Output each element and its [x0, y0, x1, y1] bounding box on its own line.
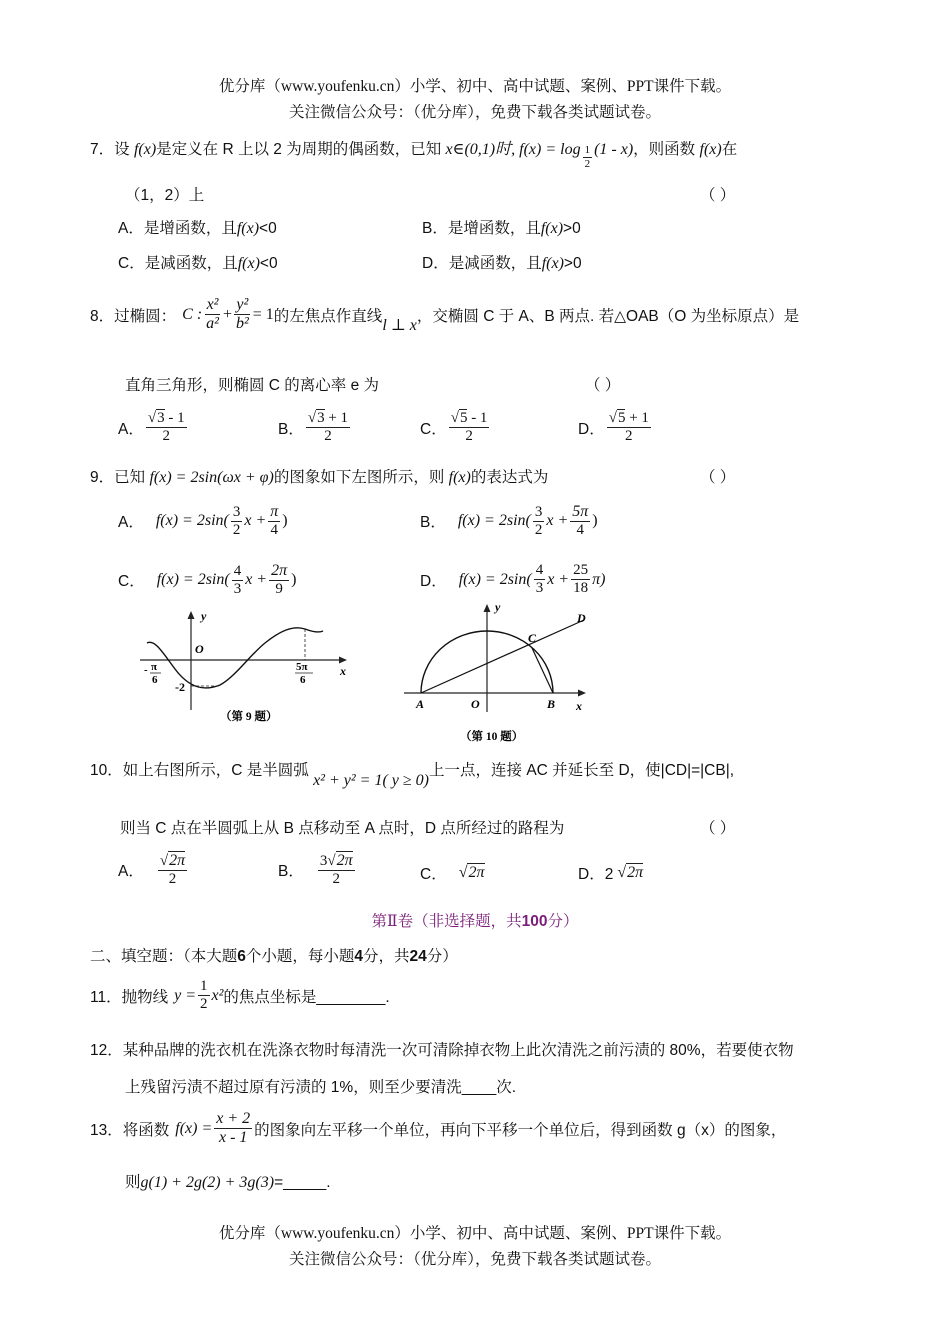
q11-frac: $\frac{1}{2}$ — [200, 978, 208, 1013]
q9-option-a[interactable]: A． f(x) = 2sin( $\frac{3}{2}$ x + $\frac{\pi}{4}$ ) — [118, 503, 288, 539]
q8-text-3: ，交椭圆 C 于 A、B 两点. 若△OAB（O 为坐标原点）是 — [416, 307, 800, 325]
section-2-title: 第Ⅱ卷（非选择题，共100分） — [371, 913, 579, 930]
fig9-neg-sign: - — [144, 664, 148, 676]
q7-fx: f(x) — [133, 141, 157, 159]
fig9-right-tick-den: 6 — [300, 674, 306, 686]
q10-answer-paren: （ ） — [700, 820, 736, 837]
fig10-o-label: O — [471, 697, 480, 711]
q8-ellipse-name: C : — [182, 305, 203, 323]
q7-stem — [90, 130, 737, 170]
fig10-line-cb — [532, 648, 553, 693]
q7-log-base: $\frac{1}{2}$ — [584, 144, 591, 170]
q9-option-b[interactable]: B． f(x) = 2sin( $\frac{3}{2}$ x + $\frac{5\pi}{4}$ ) — [420, 503, 598, 539]
q10-option-d[interactable]: D．2 √2π — [578, 864, 644, 883]
q10-text: 如上右图所示，C 是半圆弧 — [122, 762, 309, 779]
q13-text: 将函数 — [122, 1121, 170, 1139]
q11-y: y = — [174, 986, 197, 1004]
q8-text-2: 的左焦点作直线 — [273, 307, 383, 325]
q13-fx: f(x) = — [175, 1119, 213, 1137]
fig10-y-arrow — [484, 604, 491, 612]
q10-equation: x² + y² = 1( y ≥ 0) — [313, 772, 430, 789]
q8-answer-paren: （ ） — [585, 377, 621, 394]
header-line-1: 优分库（www.youfenku.cn）小学、初中、高中试题、案例、PPT课件下载。 — [218, 78, 732, 95]
fig10-x-label: x — [576, 699, 582, 713]
q8-text: 过椭圆： — [114, 307, 177, 325]
fill-blank-section-header: 二、填空题：（本大题6个小题，每小题4分，共24分） — [90, 948, 458, 965]
fig9-min-label: -2 — [175, 680, 185, 694]
q8-perp: l ⊥ x — [382, 316, 417, 334]
q13-stem-line-2: 则g(1) + 2g(2) + 3g(3)=_____. — [125, 1174, 331, 1191]
fig10-x-arrow — [578, 690, 586, 697]
q9-number: 9． — [90, 469, 115, 486]
q13-frac: $\frac{x + 2}{x - 1}$ — [216, 1110, 251, 1147]
q8-option-c[interactable]: C． $\frac{√5 - 1}{2}$ — [420, 410, 488, 445]
figure-9-sine-graph — [135, 605, 365, 735]
q8-eq: = 1 — [252, 305, 274, 323]
q7-answer-paren: （ ） — [700, 187, 736, 204]
q9-text-3: 的表达式为 — [470, 469, 549, 486]
fig10-caption: （第 10 题） — [460, 731, 524, 743]
q13-stem — [90, 1110, 786, 1148]
q10-text-2: 上一点，连接 AC 并延长至 D，使|CD|=|CB|, — [429, 762, 735, 779]
q9-option-d[interactable]: D． f(x) = 2sin( $\frac{4}{3}$ x + $\frac{25}{18}$ π) — [420, 562, 606, 597]
fig10-d-label: D — [577, 611, 586, 625]
q7-option-b[interactable]: B．是增函数，且f(x)>0 — [422, 220, 581, 237]
fig9-right-tick-num: 5π — [296, 661, 308, 673]
q10-stem-line-2: 则当 C 点在半圆弧上从 B 点移动至 A 点时，D 点所经过的路程为 — [120, 820, 565, 837]
fig9-x-arrow — [339, 657, 347, 664]
q10-number: 10． — [90, 762, 123, 779]
q8-number: 8． — [90, 307, 115, 325]
fig10-c-label: C — [528, 631, 537, 645]
q10-option-c[interactable]: C． √2π — [420, 864, 485, 883]
q7-option-c[interactable]: C．是减函数，且f(x)<0 — [118, 255, 278, 272]
q7-fx-2: f(x) — [699, 141, 722, 159]
fig9-left-tick-num: π — [151, 661, 158, 673]
fig10-a-label: A — [416, 697, 425, 711]
fig9-y-label: y — [201, 609, 207, 623]
q8-frac-y: $\frac{\text{y²}}{\text{b²}}$ — [235, 296, 249, 333]
q11-stem — [90, 978, 390, 1014]
q7-text: 设 — [114, 141, 130, 159]
q7-condition: x∈(0,1)时, f(x) = log — [445, 141, 581, 159]
q12-stem-line-1: 12．某种品牌的洗衣机在洗涤衣物时每清洗一次可清除掉衣物上此次清洗之前污渍的 80%，若要使衣物 — [90, 1042, 794, 1059]
q7-option-a[interactable]: A．是增函数，且f(x)<0 — [118, 220, 277, 237]
q8-option-b[interactable]: B． $\frac{√3 + 1}{2}$ — [278, 410, 349, 445]
q8-option-d[interactable]: D． $\frac{√5 + 1}{2}$ — [578, 410, 649, 445]
q10-stem — [90, 758, 735, 789]
q7-option-d[interactable]: D．是减函数，且f(x)>0 — [422, 255, 582, 272]
header-line-2: 关注微信公众号：（优分库），免费下载各类试题试卷。 — [288, 104, 661, 121]
fig10-y-label: y — [495, 600, 501, 614]
footer-line-2: 关注微信公众号：（优分库），免费下载各类试题试卷。 — [288, 1251, 661, 1268]
q11-text-2: 的焦点坐标是________. — [223, 988, 390, 1006]
q10-option-b[interactable]: B． $\frac{3√2\pi}{2}$ — [278, 852, 353, 888]
footer-line-1: 优分库（www.youfenku.cn）小学、初中、高中试题、案例、PPT课件下载。 — [218, 1225, 732, 1242]
fig9-x-label: x — [340, 664, 346, 678]
figure-10-semicircle — [398, 600, 598, 748]
q7-log-arg: (1 - x) — [594, 141, 634, 159]
q8-stem-line-2: 直角三角形，则椭圆 C 的离心率 e 为 — [125, 377, 380, 394]
q8-frac-x: $\frac{\text{x²}}{\text{a²}}$ — [206, 296, 219, 333]
fig9-origin-label: O — [195, 642, 204, 656]
q9-expression: f(x) = 2sin(ωx + φ) — [149, 469, 274, 486]
fig9-left-tick-den: 6 — [152, 674, 158, 686]
q13-number: 13． — [90, 1121, 123, 1139]
q8-stem: 8． 过椭圆： C : $\frac{\text{x²}}{\text{a²}}$ + $\frac{\text{y²}}{\text{b²}}$ = 1 的左焦点作直线 l ⊥ x ，交椭圆 C 于 A、B 两点. 若△OAB（O 为坐标原点）是 — [90, 296, 800, 334]
fig9-sine-curve — [147, 628, 323, 688]
fig10-line-ad — [421, 620, 584, 693]
q9-option-c[interactable]: C． f(x) = 2sin( $\frac{4}{3}$ x + $\frac{2\pi}{9}$ ) — [118, 562, 297, 598]
q9-answer-paren: （ ） — [700, 469, 736, 486]
q8-option-a[interactable]: A． $\frac{√3 - 1}{2}$ — [118, 410, 185, 445]
fig9-y-arrow — [188, 611, 195, 619]
fig10-b-label: B — [547, 697, 556, 711]
q9-fx: f(x) — [448, 469, 471, 486]
q7-text-3: ，则函数 — [633, 141, 696, 159]
q7-stem-line-2: （1，2）上 — [125, 187, 205, 204]
q11-x2: x² — [211, 986, 224, 1004]
q12-stem-line-2: 上残留污渍不超过原有污渍的 1%，则至少要清洗____次. — [125, 1079, 516, 1096]
q9-text-2: 的图象如下左图所示，则 — [273, 469, 445, 486]
q11-number: 11． — [90, 988, 122, 1006]
q11-text: 抛物线 — [121, 988, 169, 1006]
q13-text-2: 的图象向左平移一个单位，再向下平移一个单位后，得到函数 g（x）的图象， — [254, 1121, 787, 1139]
q7-number: 7． — [90, 141, 115, 159]
q7-text-4: 在 — [721, 141, 738, 159]
q9-text: 已知 — [114, 469, 146, 486]
fig9-caption: （第 9 题） — [220, 711, 278, 723]
q10-option-a[interactable]: A． $\frac{√2\pi}{2}$ — [118, 852, 186, 888]
q7-text-2: 是定义在 R 上以 2 为周期的偶函数，已知 — [156, 141, 442, 159]
q9-stem — [90, 465, 548, 487]
